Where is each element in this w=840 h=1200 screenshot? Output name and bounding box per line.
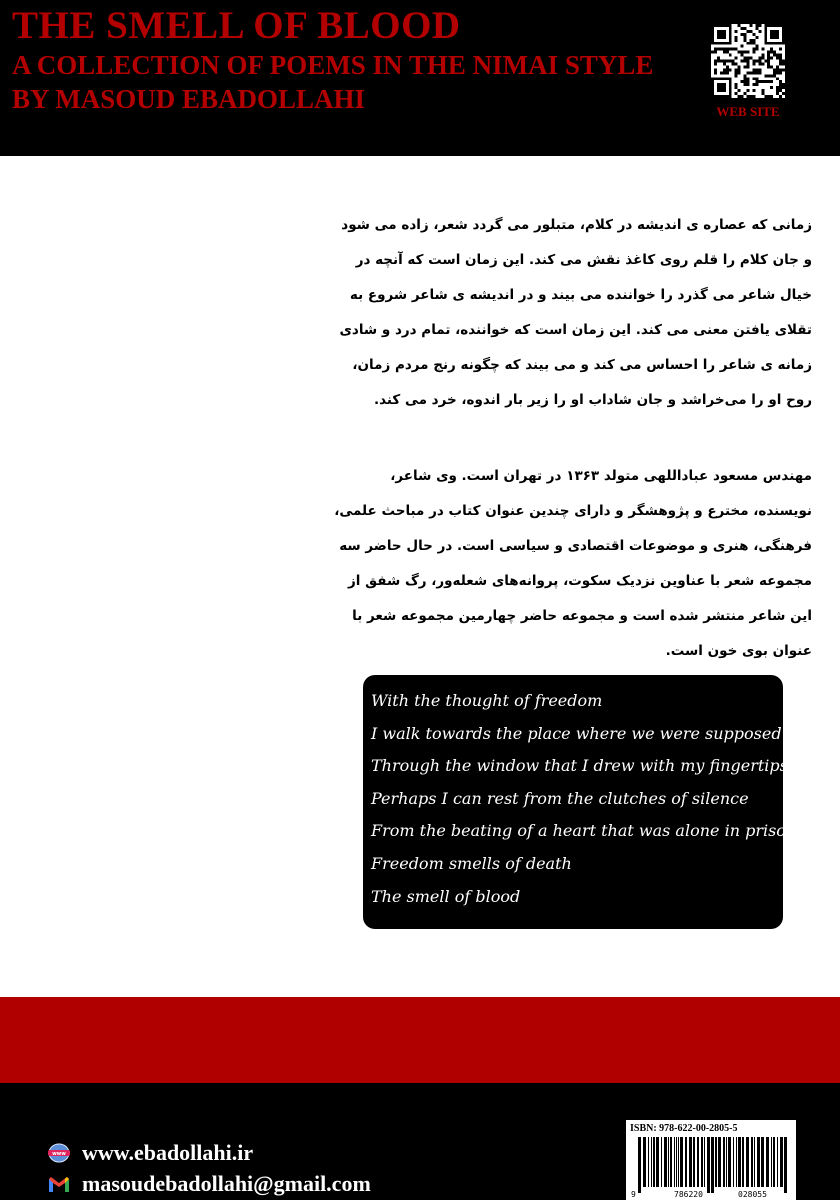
barcode-digit-right: 028055: [738, 1190, 767, 1199]
barcode-bar: [648, 1137, 649, 1187]
qr-label: WEB SITE: [716, 104, 780, 119]
persian-bio-paragraph: مهندس مسعود عباداللهی متولد ۱۳۶۳ در تهران است. وی شاعر، نویسنده، مخترع و پژوهشگر و دارای چندین عنوان کتاب در مباحث علمی، فرهنگی، هنری و موضوعات اقتصادی و سیاسی است. در حال حاضر سه مجموعه شعر با عناوین نزدیک سکوت، پروانه‌های شعله‌ور، رگ شفق از این شاعر منتشر شده است و مجموعه حاضر چهارمین مجموعه شعر با عنوان بوی خون است.: [334, 468, 812, 659]
header-band: [0, 0, 840, 156]
barcode-bar: [701, 1137, 703, 1187]
barcode-bar: [653, 1137, 655, 1187]
poem-line: From the beating of a heart that was alone in prison: [371, 821, 797, 841]
isbn-barcode: [626, 1120, 796, 1200]
barcode-bar: [693, 1137, 695, 1187]
poem-box: [363, 675, 828, 929]
poem-line: Through the window that I drew with my fingertips: [371, 756, 788, 776]
barcode-bar: [697, 1137, 699, 1187]
barcode-bar: [707, 1137, 710, 1193]
qr-code-icon[interactable]: [711, 24, 785, 98]
barcode-bar: [676, 1137, 677, 1187]
email-link[interactable]: [46, 1171, 371, 1197]
poem-line: I walk towards the place where we were supposed to be: [371, 723, 828, 743]
barcode-bar: [723, 1137, 725, 1187]
persian-intro-paragraph: زمانی که عصاره ی اندیشه در کلام، متبلور می گردد شعر، زاده می شود و جان کلام را قلم روی کاغذ نقش می کند. این زمان است که آنچه در خیال شاعر می گذرد را خواننده می بیند و در اندیشه ی شاعر شروع به تقلای یافتن معنی می کند. این زمان است که خواننده، تمام درد و شادی زمانه ی شاعر را احساس می کند و می بیند که چگونه رنج مردم زمان، روح او را می‌خراشد و جان شاداب او را زیر بار اندوه، خرد می کند.: [339, 217, 812, 408]
book-subtitle: A COLLECTION OF POEMS IN THE NIMAI STYLE: [12, 50, 654, 80]
barcode-bar: [674, 1137, 675, 1187]
barcode-bar: [733, 1137, 734, 1187]
barcode-bar: [773, 1137, 775, 1187]
barcode-bar: [757, 1137, 760, 1187]
website-text: www.ebadollahi.ir: [82, 1140, 254, 1165]
barcode-bar: [685, 1137, 687, 1187]
barcode-bar: [746, 1137, 749, 1187]
barcode-bar: [728, 1137, 731, 1187]
barcode-bar: [780, 1137, 783, 1187]
book-author: BY MASOUD EBADOLLAHI: [12, 84, 366, 114]
poem-line: Freedom smells of death: [371, 853, 572, 873]
barcode-icon: [630, 1137, 792, 1199]
barcode-bar: [736, 1137, 737, 1187]
barcode-bar: [726, 1137, 727, 1187]
gmail-icon: [46, 1173, 72, 1195]
barcode-bar: [711, 1137, 714, 1193]
barcode-bar: [651, 1137, 652, 1187]
barcode-bar: [718, 1137, 721, 1187]
isbn-text: ISBN: 978-622-00-2805-5: [630, 1123, 738, 1134]
barcode-bar: [738, 1137, 741, 1187]
barcode-digit-prefix: 9: [631, 1190, 636, 1199]
barcode-bar: [715, 1137, 717, 1187]
poem-line: With the thought of freedom: [371, 691, 603, 710]
barcode-bar: [689, 1137, 692, 1187]
barcode-bar: [771, 1137, 772, 1187]
barcode-bar: [742, 1137, 744, 1187]
website-link[interactable]: [46, 1140, 253, 1166]
barcode-bar: [678, 1137, 679, 1187]
barcode-bar: [670, 1137, 672, 1187]
barcode-bar: [680, 1137, 683, 1187]
barcode-bar: [661, 1137, 662, 1187]
barcode-bar: [704, 1137, 705, 1187]
email-text: masoudebadollahi@gmail.com: [82, 1171, 371, 1196]
globe-www-icon: [46, 1142, 72, 1164]
book-title: THE SMELL OF BLOOD: [12, 4, 461, 47]
barcode-bar: [638, 1137, 641, 1193]
barcode-bar: [766, 1137, 769, 1187]
barcode-digit-left: 786220: [674, 1190, 703, 1199]
barcode-bar: [643, 1137, 646, 1187]
barcode-bar: [664, 1137, 667, 1187]
barcode-bar: [761, 1137, 764, 1187]
barcode-bar: [656, 1137, 659, 1187]
barcode-bar: [751, 1137, 753, 1187]
poem-line: The smell of blood: [371, 886, 521, 906]
red-band: [0, 997, 840, 1083]
barcode-bar: [784, 1137, 787, 1193]
barcode-bar: [668, 1137, 669, 1187]
barcode-bar: [754, 1137, 755, 1187]
svg-text:www: www: [52, 1151, 66, 1157]
poem-line: Perhaps I can rest from the clutches of silence: [371, 788, 749, 808]
barcode-bar: [777, 1137, 778, 1187]
